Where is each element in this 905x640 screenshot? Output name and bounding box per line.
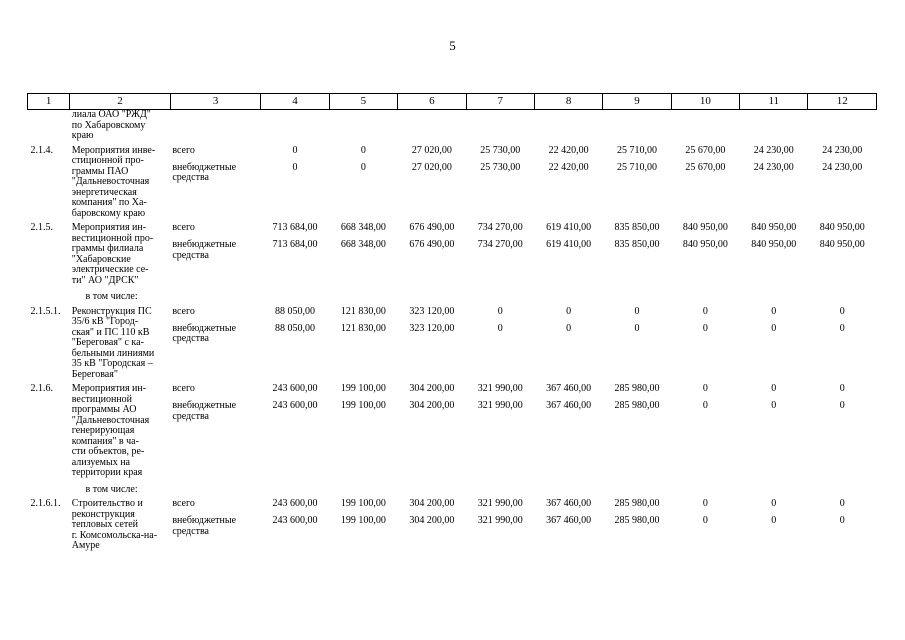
value-cell	[808, 307, 877, 381]
name-line: вестиционной про-	[71, 232, 154, 244]
value-cell	[671, 307, 739, 381]
value: 0	[702, 383, 708, 394]
subheading-row	[28, 483, 877, 496]
name-line: реконструкция	[71, 508, 135, 520]
table-row	[28, 499, 877, 552]
row-funding-type	[170, 223, 261, 286]
value-cell	[603, 146, 671, 220]
value-cell	[808, 384, 877, 479]
value: 0	[839, 305, 845, 317]
value: 27 020,00	[411, 144, 452, 156]
value-cell	[671, 146, 739, 220]
value: 321 990,00	[477, 498, 523, 509]
funding-type: всего	[172, 498, 195, 509]
value-cell	[261, 499, 329, 552]
value: 199 100,00	[340, 400, 386, 411]
value: 25 730,00	[480, 144, 521, 156]
value: 0	[634, 305, 640, 317]
value-cell	[603, 384, 671, 479]
funding-type: внебюджетные средства	[172, 400, 237, 422]
value-cell	[808, 499, 877, 552]
row-code: 2.1.6.1.	[30, 498, 61, 509]
name-line: граммы филиала	[71, 243, 144, 254]
name-line: Строительство и	[71, 498, 143, 509]
value-cell	[603, 223, 671, 286]
row-code: 2.1.5.1.	[30, 305, 61, 317]
value: 199 100,00	[340, 515, 386, 526]
value-cell	[534, 384, 602, 479]
value: 0	[771, 498, 777, 509]
value: 840 950,00	[751, 239, 797, 250]
empty-cell	[603, 110, 671, 142]
row-name	[70, 223, 171, 286]
row-name	[70, 307, 171, 381]
value: 840 950,00	[682, 222, 728, 233]
value: 88 050,00	[275, 322, 316, 334]
value-cell	[808, 146, 877, 220]
empty-cell	[534, 110, 602, 142]
row-name	[70, 384, 171, 479]
name-line: г. Комсомольска-на-	[71, 529, 158, 541]
column-header: 1	[28, 94, 70, 110]
value-cell	[329, 384, 397, 479]
value: 25 710,00	[616, 161, 657, 173]
name-cell	[70, 110, 171, 142]
value: 321 990,00	[477, 515, 523, 526]
value-cell	[671, 223, 739, 286]
name-line: ализуемых на	[71, 456, 130, 468]
name-line: тепловых сетей	[71, 519, 138, 530]
column-header: 2	[70, 94, 171, 110]
value: 22 420,00	[548, 161, 589, 173]
value: 0	[566, 322, 572, 334]
name-line: вестиционной	[71, 393, 133, 405]
value-cell	[534, 499, 602, 552]
name-line: стиционной про-	[71, 155, 144, 166]
value: 304 200,00	[409, 400, 455, 411]
value: 24 230,00	[753, 161, 794, 173]
funding-type: всего	[172, 222, 195, 233]
value-cell	[466, 384, 534, 479]
value-cell	[740, 307, 808, 381]
name-line: Мероприятия ин-	[71, 383, 147, 394]
page-number: 5	[449, 38, 456, 53]
value-cell	[261, 223, 329, 286]
value-cell	[740, 384, 808, 479]
column-header: 10	[671, 94, 739, 110]
row-funding-type	[170, 384, 261, 479]
value-cell	[466, 223, 534, 286]
value: 323 120,00	[409, 305, 455, 317]
value: 0	[839, 383, 845, 394]
value: 22 420,00	[548, 144, 589, 156]
name-line: "Береговая" с ка-	[71, 337, 144, 348]
value: 367 460,00	[546, 400, 592, 411]
value: 321 990,00	[477, 383, 523, 394]
value: 25 670,00	[685, 144, 726, 156]
value: 0	[771, 305, 777, 317]
value: 0	[360, 161, 366, 173]
value: 285 980,00	[614, 400, 660, 411]
name-line: энергетическая	[71, 186, 137, 198]
empty-cell	[671, 110, 739, 142]
name-line: электрические се-	[71, 264, 149, 275]
value: 121 830,00	[340, 305, 386, 317]
value: 88 050,00	[275, 305, 316, 317]
empty-cell	[808, 110, 877, 142]
value: 840 950,00	[682, 239, 728, 250]
row-code: 2.1.5.	[30, 222, 53, 233]
code-cell	[28, 110, 70, 142]
value-cell	[740, 223, 808, 286]
column-header: 4	[261, 94, 329, 110]
value-cell	[398, 223, 466, 286]
value: 285 980,00	[614, 383, 660, 394]
value: 0	[771, 515, 777, 526]
header-row	[28, 94, 877, 110]
value: 367 460,00	[546, 383, 592, 394]
empty-cell	[398, 110, 466, 142]
name-line: 35 кВ "Городская –	[71, 358, 153, 369]
value: 0	[702, 305, 708, 317]
row-name	[70, 146, 171, 220]
value: 25 730,00	[480, 161, 521, 173]
subheading: в том числе:	[85, 291, 138, 302]
value: 713 684,00	[272, 239, 318, 250]
name-line: сти объектов, ре-	[71, 446, 145, 457]
value: 25 670,00	[685, 161, 726, 173]
value: 0	[771, 383, 777, 394]
value-cell	[534, 146, 602, 220]
value: 619 410,00	[546, 222, 592, 233]
empty-cell	[261, 110, 329, 142]
funding-type: всего	[172, 305, 195, 317]
table-row	[28, 223, 877, 286]
value: 0	[702, 515, 708, 526]
name-line: "Хабаровские	[71, 253, 131, 265]
value: 24 230,00	[822, 144, 863, 156]
value-cell	[329, 307, 397, 381]
value: 0	[702, 400, 708, 411]
value: 0	[839, 515, 845, 526]
value: 676 490,00	[409, 222, 455, 233]
value-cell	[671, 499, 739, 552]
column-header: 7	[466, 94, 534, 110]
value: 0	[360, 144, 366, 156]
value: 0	[566, 305, 572, 317]
value: 835 850,00	[614, 222, 660, 233]
value: 0	[702, 498, 708, 509]
value: 24 230,00	[753, 144, 794, 156]
name-line: Амуре	[71, 540, 100, 551]
value: 734 270,00	[477, 222, 523, 233]
name-line: ская" и ПС 110 кВ	[71, 326, 150, 338]
table-body	[28, 110, 877, 552]
funding-type: внебюджетные средства	[172, 161, 237, 183]
value-cell	[398, 384, 466, 479]
value-cell	[603, 499, 671, 552]
value: 0	[634, 322, 640, 334]
name-line: программы АО	[71, 404, 137, 415]
value-cell	[466, 307, 534, 381]
value: 304 200,00	[409, 498, 455, 509]
name-line: Реконструкция ПС	[71, 305, 152, 317]
value: 840 950,00	[819, 222, 865, 233]
value: 243 600,00	[272, 400, 318, 411]
table-row	[28, 384, 877, 479]
empty-cell	[170, 110, 261, 142]
name-line: граммы ПАО	[71, 165, 129, 177]
empty-cell	[466, 110, 534, 142]
name-line: баровскому краю	[71, 207, 146, 219]
value: 676 490,00	[409, 239, 455, 250]
value: 840 950,00	[751, 222, 797, 233]
name-line: территории края	[71, 467, 143, 478]
value: 199 100,00	[340, 498, 386, 509]
value-cell	[398, 307, 466, 381]
value-cell	[740, 499, 808, 552]
value-cell	[466, 499, 534, 552]
value: 0	[771, 322, 777, 334]
value: 243 600,00	[272, 515, 318, 526]
value-cell	[329, 146, 397, 220]
name-line: Мероприятия инве-	[71, 144, 156, 156]
row-code: 2.1.4.	[30, 144, 53, 156]
funding-type: внебюджетные средства	[172, 239, 237, 261]
value: 323 120,00	[409, 322, 455, 334]
table-header	[28, 94, 877, 110]
funding-type: внебюджетные средства	[172, 515, 237, 537]
name-line: лиала ОАО "РЖД"	[71, 109, 151, 120]
column-header: 8	[534, 94, 602, 110]
value-cell	[329, 499, 397, 552]
value: 0	[771, 400, 777, 411]
column-header: 3	[170, 94, 261, 110]
name-line: "Дальневосточная	[71, 414, 150, 426]
value: 304 200,00	[409, 515, 455, 526]
subheading-row	[28, 290, 877, 303]
name-line: компания" в ча-	[71, 435, 139, 447]
budget-table	[27, 93, 877, 552]
value: 121 830,00	[340, 322, 386, 334]
row-code: 2.1.6.	[30, 383, 53, 394]
name-line: компания" по Ха-	[71, 197, 147, 208]
value: 0	[839, 322, 845, 334]
name-line: краю	[71, 130, 94, 141]
value-cell	[534, 223, 602, 286]
value: 367 460,00	[546, 515, 592, 526]
value-cell	[261, 146, 329, 220]
value: 0	[497, 305, 503, 317]
name-line: ти" АО "ДРСК"	[71, 274, 139, 286]
empty-cell	[740, 110, 808, 142]
name-line: "Дальневосточная	[71, 176, 150, 187]
row-funding-type	[170, 499, 261, 552]
column-header: 9	[603, 94, 671, 110]
value-cell	[603, 307, 671, 381]
row-funding-type	[170, 307, 261, 381]
value: 840 950,00	[819, 239, 865, 250]
value: 27 020,00	[411, 161, 452, 173]
value: 619 410,00	[546, 239, 592, 250]
continuation-row	[28, 110, 877, 142]
value-cell	[398, 146, 466, 220]
value-cell	[261, 307, 329, 381]
subheading: в том числе:	[85, 483, 138, 495]
value-cell	[466, 146, 534, 220]
value: 199 100,00	[340, 383, 386, 394]
funding-type: всего	[172, 383, 195, 394]
row-funding-type	[170, 146, 261, 220]
value: 0	[497, 322, 503, 334]
value-cell	[329, 223, 397, 286]
value: 0	[702, 322, 708, 334]
funding-type: всего	[172, 144, 195, 156]
value: 285 980,00	[614, 498, 660, 509]
value: 0	[839, 400, 845, 411]
value: 0	[292, 161, 298, 173]
value: 25 710,00	[616, 144, 657, 156]
name-line: по Хабаровскому	[71, 119, 146, 131]
table-row	[28, 146, 877, 220]
value: 713 684,00	[272, 222, 318, 233]
value-cell	[534, 307, 602, 381]
column-header: 6	[398, 94, 466, 110]
name-line: бельными линиями	[71, 347, 155, 359]
name-line: 35/6 кВ "Город-	[71, 316, 139, 327]
name-line: генерирующая	[71, 425, 135, 436]
value: 321 990,00	[477, 400, 523, 411]
funding-type: внебюджетные средства	[172, 322, 237, 344]
empty-cell	[329, 110, 397, 142]
value: 0	[839, 498, 845, 509]
table-row	[28, 307, 877, 381]
value-cell	[398, 499, 466, 552]
value: 835 850,00	[614, 239, 660, 250]
value-cell	[740, 146, 808, 220]
row-name	[70, 499, 171, 552]
value: 668 348,00	[340, 239, 386, 250]
value: 0	[292, 144, 298, 156]
value: 243 600,00	[272, 383, 318, 394]
value-cell	[261, 384, 329, 479]
column-header: 11	[740, 94, 808, 110]
value: 24 230,00	[822, 161, 863, 173]
value: 243 600,00	[272, 498, 318, 509]
value: 367 460,00	[546, 498, 592, 509]
name-line: Береговая"	[71, 368, 118, 380]
value: 734 270,00	[477, 239, 523, 250]
column-header: 5	[329, 94, 397, 110]
value-cell	[808, 223, 877, 286]
value: 285 980,00	[614, 515, 660, 526]
value-cell	[671, 384, 739, 479]
name-line: Мероприятия ин-	[71, 222, 147, 233]
value: 668 348,00	[340, 222, 386, 233]
value: 304 200,00	[409, 383, 455, 394]
column-header: 12	[808, 94, 877, 110]
